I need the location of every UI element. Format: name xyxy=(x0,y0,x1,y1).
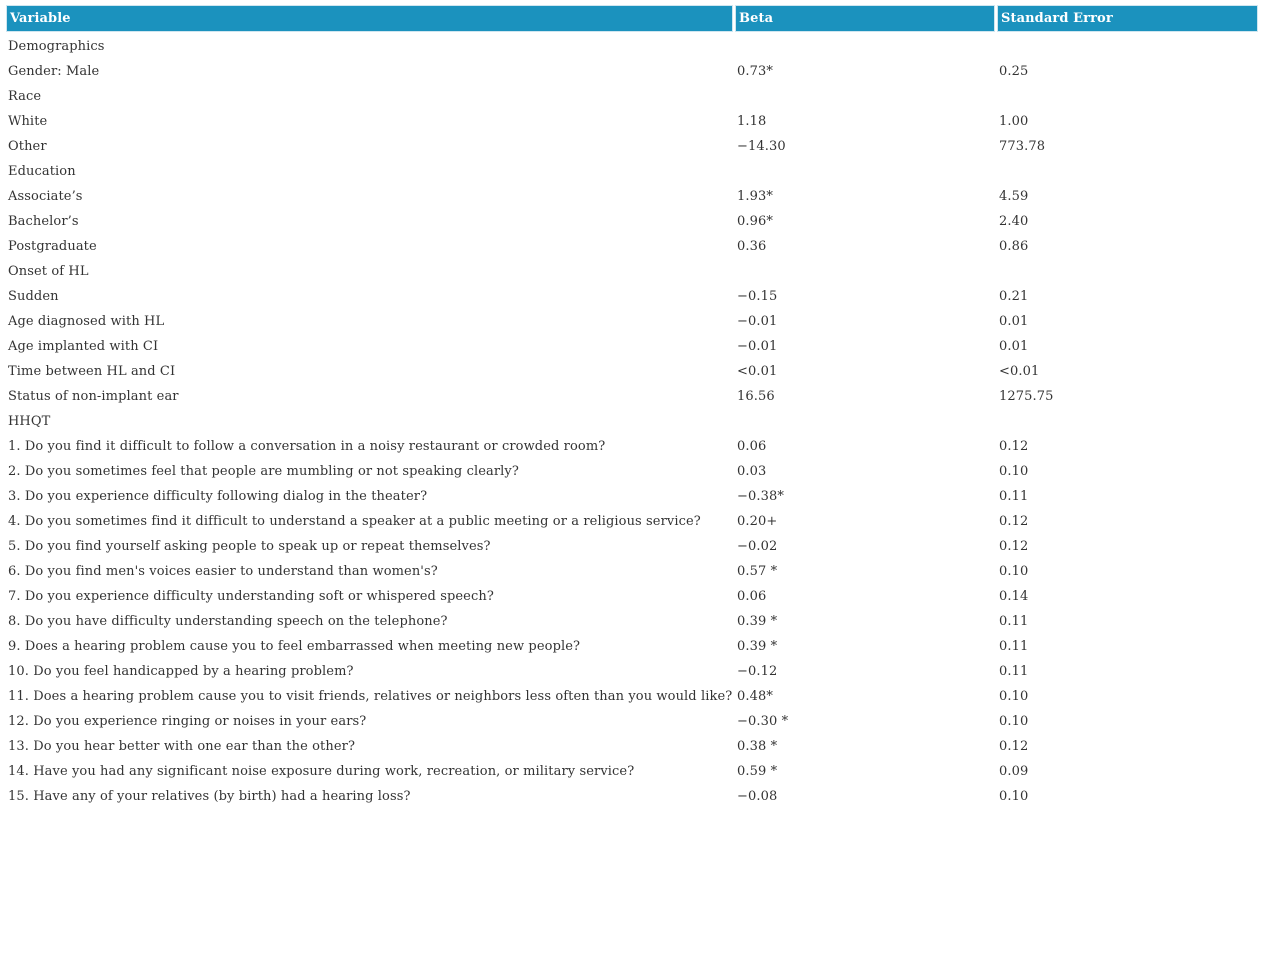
cell-beta: 0.39 * xyxy=(737,639,778,654)
cell-variable: Associate’s xyxy=(8,189,83,204)
cell-beta: 0.03 xyxy=(737,464,767,479)
cell-beta: −0.12 xyxy=(737,664,778,679)
cell-variable: 4. Do you sometimes find it difficult to understand a speaker at a public meeting or a religious service? xyxy=(8,514,701,529)
table-row xyxy=(6,659,1258,684)
cell-beta: 0.57 * xyxy=(737,564,778,579)
cell-standard-error: 1275.75 xyxy=(999,389,1054,404)
header-row xyxy=(6,5,1258,32)
table-row xyxy=(6,59,1258,84)
cell-variable: Bachelor’s xyxy=(8,214,79,229)
cell-variable: 3. Do you experience difficulty following dialog in the theater? xyxy=(8,489,428,504)
cell-variable: 13. Do you hear better with one ear than the other? xyxy=(8,739,356,754)
cell-variable: 1. Do you find it difficult to follow a conversation in a noisy restaurant or crowded room? xyxy=(8,439,606,454)
cell-variable: 8. Do you have difficulty understanding speech on the telephone? xyxy=(8,614,448,629)
cell-standard-error: 0.14 xyxy=(999,589,1029,604)
cell-variable: Gender: Male xyxy=(8,64,100,79)
cell-beta: −0.01 xyxy=(737,339,778,354)
table-row xyxy=(6,159,1258,184)
cell-beta: 1.18 xyxy=(737,114,767,129)
cell-variable: Education xyxy=(8,164,76,179)
cell-standard-error xyxy=(997,32,1258,59)
cell-standard-error: 0.09 xyxy=(999,764,1029,779)
cell-standard-error: 1.00 xyxy=(999,114,1029,129)
cell-beta: −0.38* xyxy=(737,489,784,504)
header-beta: Beta xyxy=(735,5,995,32)
cell-standard-error: 0.11 xyxy=(999,489,1029,504)
cell-beta: −0.02 xyxy=(737,539,778,554)
header-variable: Variable xyxy=(6,5,733,32)
table-header xyxy=(6,5,1258,32)
table-row xyxy=(6,434,1258,459)
table-row xyxy=(6,509,1258,534)
cell-standard-error: 0.12 xyxy=(999,514,1029,529)
cell-standard-error: 0.11 xyxy=(999,664,1029,679)
cell-beta xyxy=(735,259,995,284)
cell-standard-error xyxy=(997,409,1258,434)
cell-variable: Status of non-implant ear xyxy=(8,389,179,404)
cell-variable: 2. Do you sometimes feel that people are mumbling or not speaking clearly? xyxy=(8,464,519,479)
cell-beta: 0.48* xyxy=(737,689,773,704)
cell-standard-error: 0.01 xyxy=(999,339,1029,354)
cell-standard-error: 0.86 xyxy=(999,239,1029,254)
cell-variable: Time between HL and CI xyxy=(8,364,176,379)
table-row xyxy=(6,734,1258,759)
cell-variable: 9. Does a hearing problem cause you to feel embarrassed when meeting new people? xyxy=(8,639,581,654)
table-row xyxy=(6,134,1258,159)
table-row xyxy=(6,84,1258,109)
table-row xyxy=(6,359,1258,384)
cell-beta: 16.56 xyxy=(737,389,775,404)
cell-variable: 10. Do you feel handicapped by a hearing problem? xyxy=(8,664,354,679)
cell-variable: 15. Have any of your relatives (by birth) had a hearing loss? xyxy=(8,789,411,804)
table-row xyxy=(6,484,1258,509)
table-row xyxy=(6,409,1258,434)
cell-standard-error: 0.21 xyxy=(999,289,1029,304)
table-row xyxy=(6,234,1258,259)
cell-standard-error: 0.10 xyxy=(999,789,1029,804)
table-row xyxy=(6,32,1258,59)
cell-beta: 0.06 xyxy=(737,439,767,454)
cell-standard-error: 0.12 xyxy=(999,439,1029,454)
cell-beta: <0.01 xyxy=(737,364,778,379)
table-row xyxy=(6,559,1258,584)
cell-beta: 0.96* xyxy=(737,214,773,229)
cell-beta: −0.30 * xyxy=(737,714,789,729)
cell-beta xyxy=(735,159,995,184)
cell-standard-error: 0.10 xyxy=(999,564,1029,579)
table-row xyxy=(6,209,1258,234)
cell-beta: −0.15 xyxy=(737,289,778,304)
cell-standard-error xyxy=(997,259,1258,284)
cell-standard-error: 0.10 xyxy=(999,714,1029,729)
cell-variable: Other xyxy=(8,139,47,154)
table-row xyxy=(6,759,1258,784)
cell-beta: 0.06 xyxy=(737,589,767,604)
cell-beta xyxy=(735,84,995,109)
table-row xyxy=(6,534,1258,559)
table-row xyxy=(6,309,1258,334)
cell-variable: Sudden xyxy=(8,289,59,304)
cell-beta: −14.30 xyxy=(737,139,786,154)
table-row xyxy=(6,459,1258,484)
table-row xyxy=(6,109,1258,134)
cell-beta: 0.38 * xyxy=(737,739,778,754)
cell-standard-error: 0.25 xyxy=(999,64,1029,79)
cell-standard-error: 0.11 xyxy=(999,639,1029,654)
cell-variable: White xyxy=(8,114,48,129)
cell-standard-error: <0.01 xyxy=(999,364,1040,379)
table-row xyxy=(6,284,1258,309)
cell-beta: 0.59 * xyxy=(737,764,778,779)
cell-beta: −0.08 xyxy=(737,789,778,804)
table-row xyxy=(6,259,1258,284)
cell-variable: 6. Do you find men's voices easier to understand than women's? xyxy=(8,564,438,579)
cell-variable: Age diagnosed with HL xyxy=(8,314,165,329)
table-row xyxy=(6,584,1258,609)
table-body xyxy=(6,32,1258,809)
cell-variable: 7. Do you experience difficulty understanding soft or whispered speech? xyxy=(8,589,494,604)
table-row xyxy=(6,384,1258,409)
table-row xyxy=(6,334,1258,359)
header-standard-error: Standard Error xyxy=(997,5,1258,32)
cell-beta: 0.20+ xyxy=(737,514,778,529)
cell-variable: 11. Does a hearing problem cause you to visit friends, relatives or neighbors less often than you would like? xyxy=(8,689,733,704)
cell-beta: 0.73* xyxy=(737,64,773,79)
cell-variable: 12. Do you experience ringing or noises in your ears? xyxy=(8,714,367,729)
cell-beta: −0.01 xyxy=(737,314,778,329)
cell-beta: 1.93* xyxy=(737,189,773,204)
cell-variable: Postgraduate xyxy=(8,239,97,254)
cell-standard-error xyxy=(997,84,1258,109)
cell-standard-error: 0.11 xyxy=(999,614,1029,629)
cell-variable: Race xyxy=(8,89,42,104)
table-row xyxy=(6,634,1258,659)
cell-beta: 0.39 * xyxy=(737,614,778,629)
table-row xyxy=(6,784,1258,809)
table-row xyxy=(6,684,1258,709)
cell-variable: 5. Do you find yourself asking people to speak up or repeat themselves? xyxy=(8,539,491,554)
regression-table-container xyxy=(5,5,1257,809)
cell-standard-error: 0.10 xyxy=(999,464,1029,479)
cell-variable: Demographics xyxy=(8,39,105,54)
cell-beta: 0.36 xyxy=(737,239,767,254)
cell-standard-error: 0.12 xyxy=(999,539,1029,554)
cell-standard-error: 0.01 xyxy=(999,314,1029,329)
cell-standard-error xyxy=(997,159,1258,184)
table-row xyxy=(6,709,1258,734)
cell-standard-error: 4.59 xyxy=(999,189,1029,204)
cell-variable: HHQT xyxy=(8,414,51,429)
cell-standard-error: 773.78 xyxy=(999,139,1046,154)
cell-beta xyxy=(735,409,995,434)
table-row xyxy=(6,609,1258,634)
cell-beta xyxy=(735,32,995,59)
regression-table xyxy=(4,5,1260,809)
cell-standard-error: 2.40 xyxy=(999,214,1029,229)
cell-variable: 14. Have you had any significant noise exposure during work, recreation, or military service? xyxy=(8,764,635,779)
cell-standard-error: 0.10 xyxy=(999,689,1029,704)
cell-variable: Onset of HL xyxy=(8,264,89,279)
cell-variable: Age implanted with CI xyxy=(8,339,159,354)
table-row xyxy=(6,184,1258,209)
cell-standard-error: 0.12 xyxy=(999,739,1029,754)
